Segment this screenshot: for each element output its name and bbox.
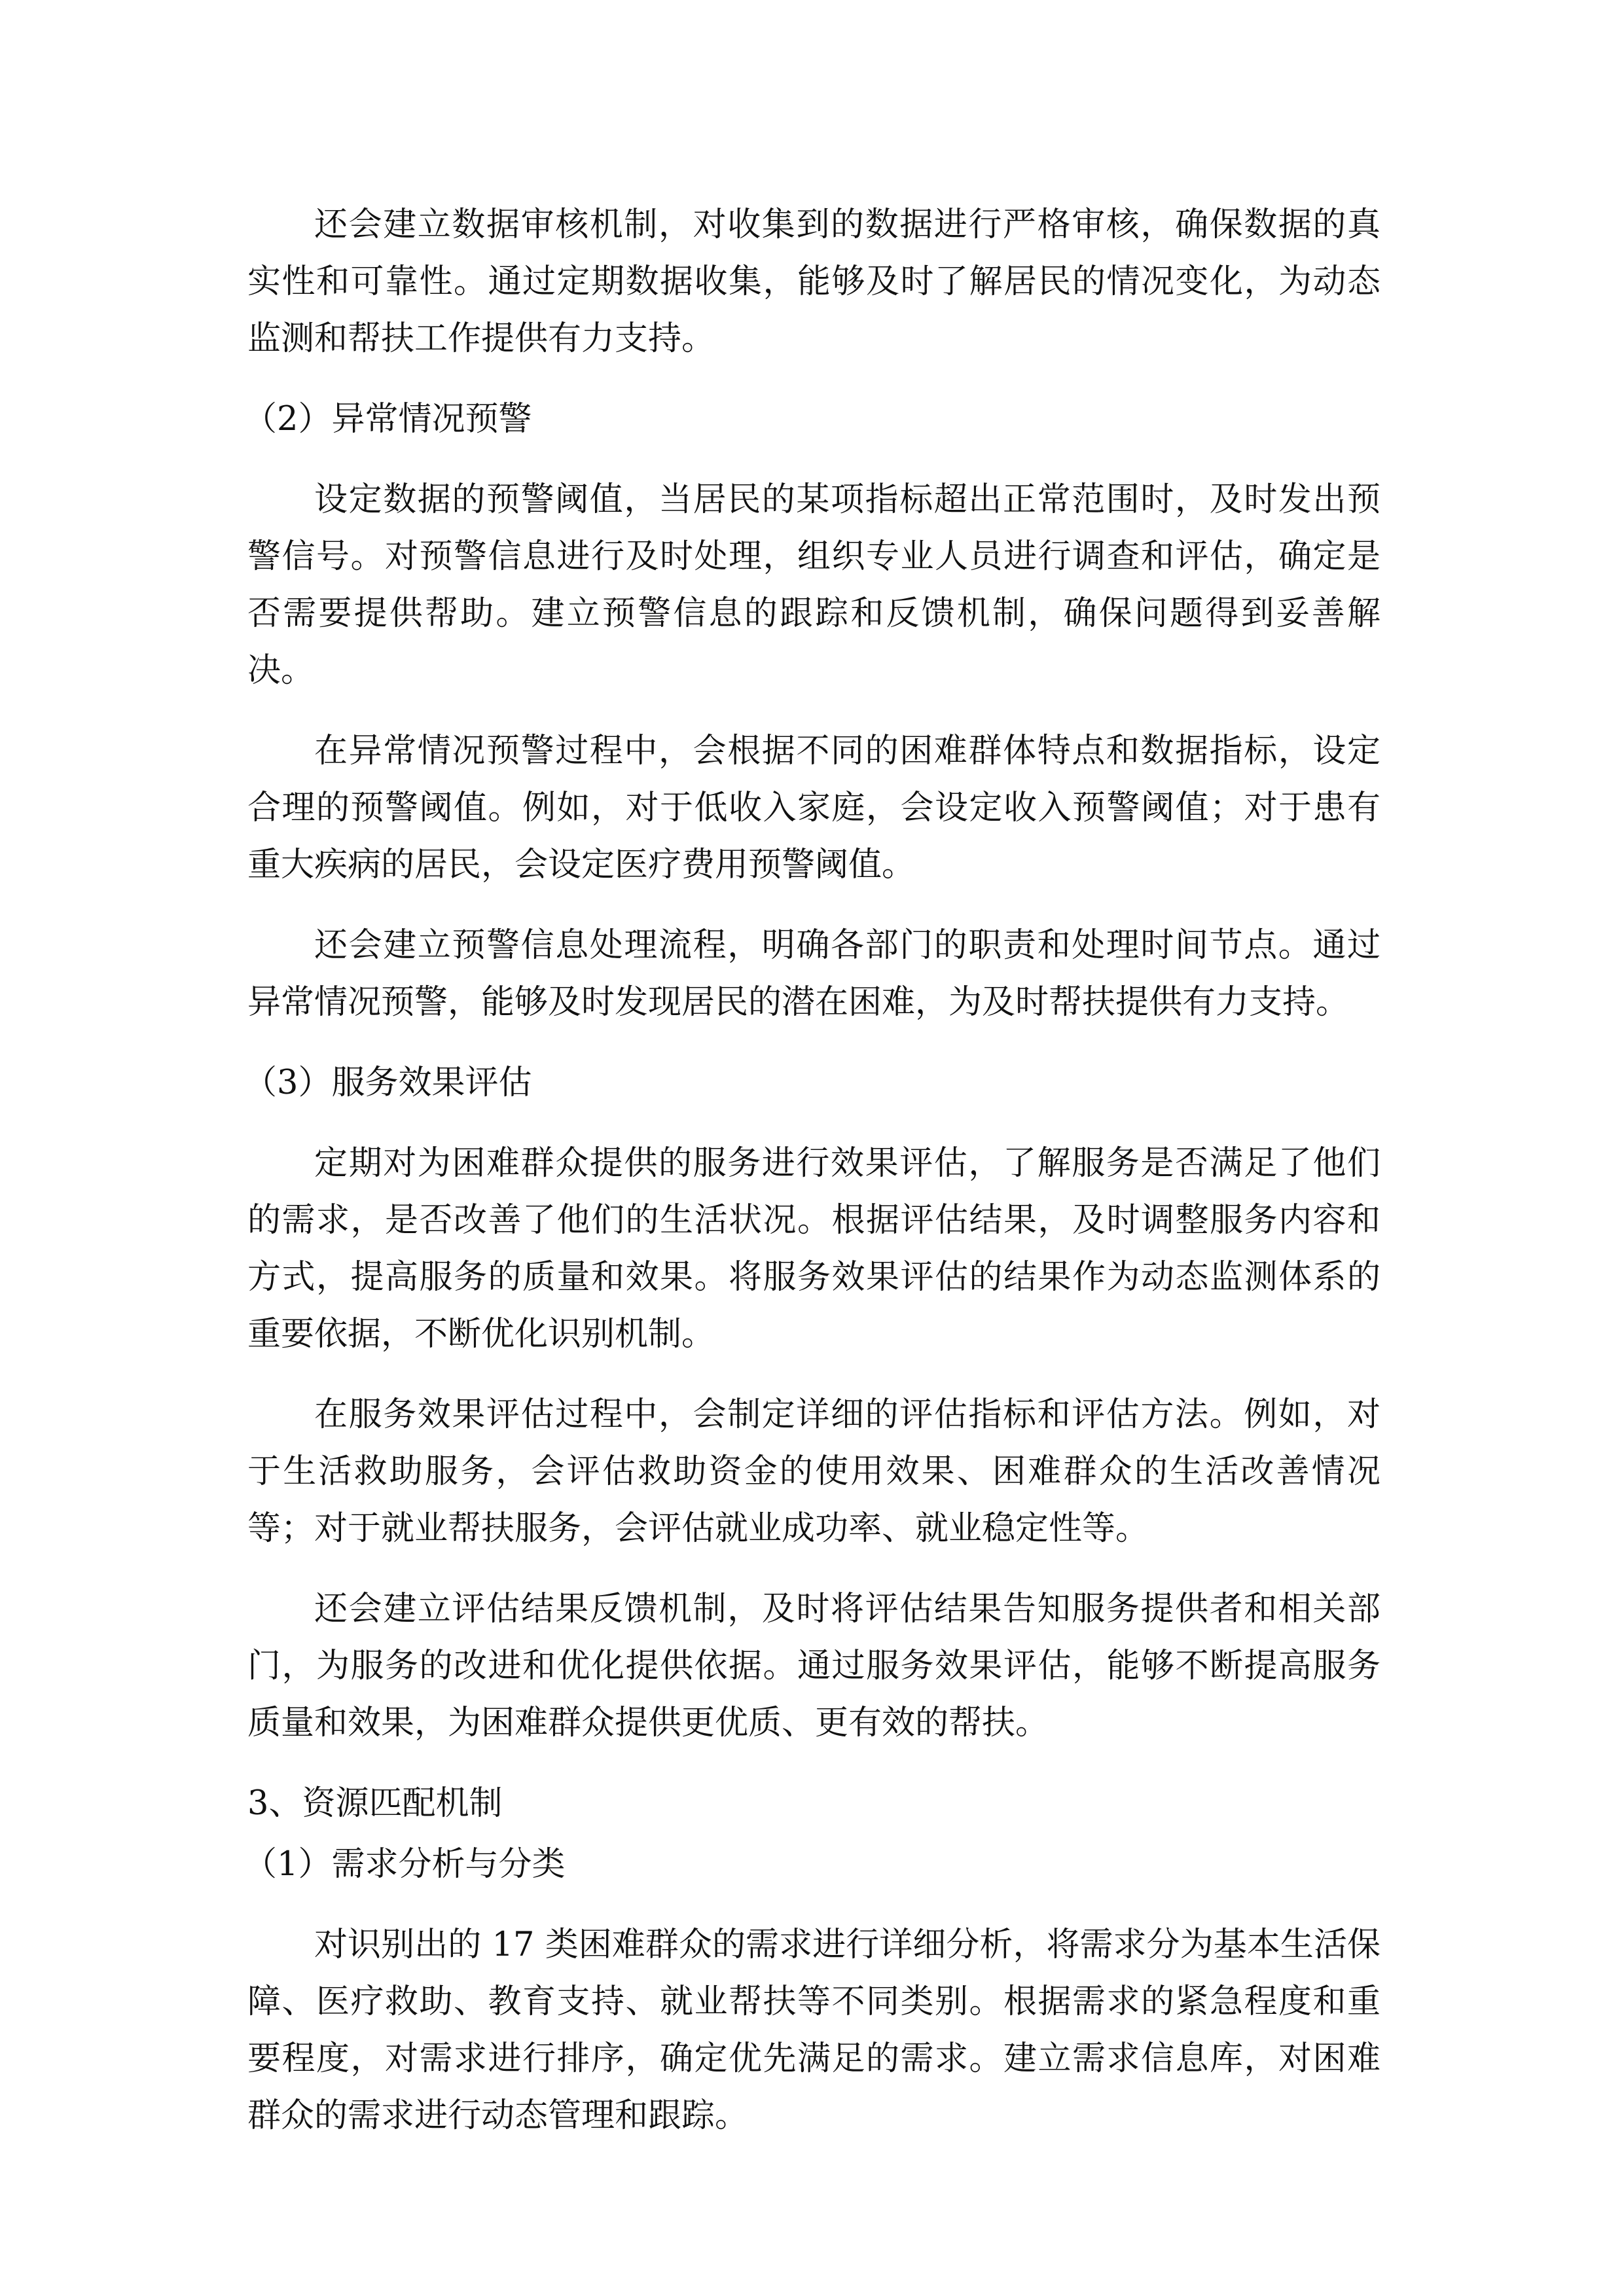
subsection-heading: （1）需求分析与分类 [244, 1845, 566, 1884]
section-heading: 3、资源匹配机制 [247, 1784, 503, 1823]
paragraph: 在异常情况预警过程中，会根据不同的困难群体特点和数据指标，设定合理的预警阈值。例如，对于低收入家庭，会设定收入预警阈值；对于患有重大疾病的居民，会设定医疗费用预警阈值。 [247, 732, 1380, 884]
paragraph: 还会建立评估结果反馈机制，及时将评估结果告知服务提供者和相关部门，为服务的改进和优化提供依据。通过服务效果评估，能够不断提高服务质量和效果，为困难群众提供更优质、更有效的帮扶。 [247, 1590, 1380, 1742]
paragraph: 还会建立数据审核机制，对收集到的数据进行严格审核，确保数据的真实性和可靠性。通过定期数据收集，能够及时了解居民的情况变化，为动态监测和帮扶工作提供有力支持。 [247, 206, 1380, 358]
paragraph: 设定数据的预警阈值，当居民的某项指标超出正常范围时，及时发出预警信号。对预警信息进行及时处理，组织专业人员进行调查和评估，确定是否需要提供帮助。建立预警信息的跟踪和反馈机制，确保问题得到妥善解决。 [247, 480, 1380, 690]
paragraph: 定期对为困难群众提供的服务进行效果评估，了解服务是否满足了他们的需求，是否改善了他们的生活状况。根据评估结果，及时调整服务内容和方式，提高服务的质量和效果。将服务效果评估的结果作为动态监测体系的重要依据，不断优化识别机制。 [247, 1144, 1380, 1354]
paragraph: 还会建立预警信息处理流程，明确各部门的职责和处理时间节点。通过异常情况预警，能够及时发现居民的潜在困难，为及时帮扶提供有力支持。 [247, 926, 1380, 1022]
paragraph: 在服务效果评估过程中，会制定详细的评估指标和评估方法。例如，对于生活救助服务，会评估救助资金的使用效果、困难群众的生活改善情况等；对于就业帮扶服务，会评估就业成功率、就业稳定性等。 [247, 1395, 1380, 1548]
paragraph: 对识别出的 17 类困难群众的需求进行详细分析，将需求分为基本生活保障、医疗救助、教育支持、就业帮扶等不同类别。根据需求的紧急程度和重要程度，对需求进行排序，确定优先满足的需求。建立需求信息库，对困难群众的需求进行动态管理和跟踪。 [247, 1926, 1380, 2135]
subsection-heading: （2）异常情况预警 [244, 400, 532, 439]
subsection-heading: （3）服务效果评估 [244, 1064, 532, 1102]
